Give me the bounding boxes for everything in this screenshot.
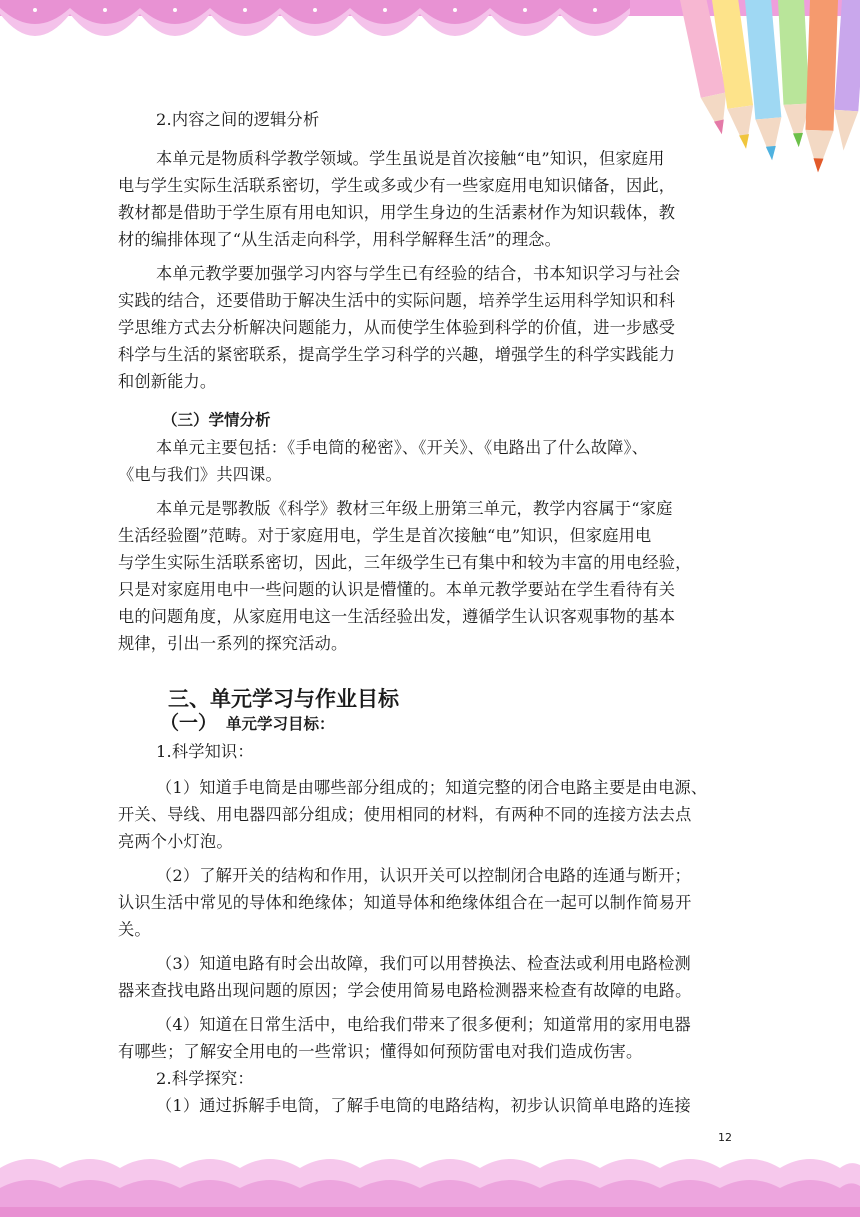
section-title-logic-analysis: 2.内容之间的逻辑分析 — [156, 110, 320, 129]
paragraph-line: （4）知道在日常生活中，电给我们带来了很多便利；知道常用的家用电器 — [156, 1015, 691, 1034]
page-number: 12 — [718, 1131, 732, 1144]
paragraph-line: 本单元是鄂教版《科学》教材三年级上册第三单元，教学内容属于“家庭 — [156, 499, 673, 518]
paragraph-line: （1）通过拆解手电筒，了解手电筒的电路结构，初步认识简单电路的连接 — [156, 1096, 691, 1115]
paragraph-line: 教材都是借助于学生原有用电知识，用学生身边的生活素材作为知识载体，教 — [118, 203, 676, 222]
paragraph-line: （3）知道电路有时会出故障，我们可以用替换法、检查法或利用电路检测 — [156, 954, 691, 973]
paragraph-line: 电与学生实际生活联系密切，学生或多或少有一些家庭用电知识储备，因此， — [118, 176, 676, 195]
section-title-learning-analysis: （三）学情分析 — [162, 411, 271, 429]
paragraph-line: 《电与我们》共四课。 — [118, 465, 282, 484]
paragraph-line: 只是对家庭用电中一些问题的认识是懵懂的。本单元教学要站在学生看待有关 — [118, 580, 676, 599]
paragraph-line: 科学与生活的紧密联系，提高学生学习科学的兴趣，增强学生的科学实践能力 — [118, 345, 676, 364]
paragraph-line: 规律，引出一系列的探究活动。 — [118, 634, 348, 653]
subsection-title: 单元学习目标： — [226, 715, 335, 733]
paragraph-line: 本单元主要包括：《手电筒的秘密》、《开关》、《电路出了什么故障》、 — [156, 438, 649, 457]
paragraph-line: 本单元是物质科学教学领域。学生虽说是首次接触“电”知识，但家庭用 — [156, 149, 665, 168]
subsection-prefix: （一） — [160, 712, 218, 734]
paragraph-line: 有哪些；了解安全用电的一些常识；懂得如何预防雷电对我们造成伤害。 — [118, 1042, 643, 1061]
paragraph-line: 学思维方式去分析解决问题能力，从而使学生体验到科学的价值，进一步感受 — [118, 318, 676, 337]
paragraph-line: 与学生实际生活联系密切，因此，三年级学生已有集中和较为丰富的用电经验， — [118, 553, 692, 572]
paragraph-line: 器来查找电路出现问题的原因；学会使用简易电路检测器来检查有故障的电路。 — [118, 981, 692, 1000]
paragraph-line: 实践的结合，还要借助于解决生活中的实际问题，培养学生运用科学知识和科 — [118, 291, 676, 310]
chapter-heading: 三、单元学习与作业目标 — [168, 687, 399, 711]
paragraph-line: 认识生活中常见的导体和绝缘体；知道导体和绝缘体组合在一起可以制作简易开 — [118, 893, 692, 912]
inquiry-title: 2.科学探究： — [156, 1069, 254, 1088]
paragraph-line: 本单元教学要加强学习内容与学生已有经验的结合，书本知识学习与社会 — [156, 264, 681, 283]
paragraph-line: 材的编排体现了“从生活走向科学，用科学解释生活”的理念。 — [118, 230, 562, 249]
paragraph-line: 亮两个小灯泡。 — [118, 832, 233, 851]
knowledge-title: 1.科学知识： — [156, 742, 254, 761]
paragraph-line: 生活经验圈”范畴。对于家庭用电，学生是首次接触“电”知识，但家庭用电 — [118, 526, 652, 545]
paragraph-line: 关。 — [118, 920, 151, 939]
paragraph-line: 开关、导线、用电器四部分组成；使用相同的材料，有两种不同的连接方法去点 — [118, 805, 692, 824]
paragraph-line: 和创新能力。 — [118, 372, 217, 391]
paragraph-line: （1）知道手电筒是由哪些部分组成的；知道完整的闭合电路主要是由电源、 — [156, 778, 708, 797]
paragraph-line: （2）了解开关的结构和作用，认识开关可以控制闭合电路的连通与断开； — [156, 866, 691, 885]
paragraph-line: 电的问题角度，从家庭用电这一生活经验出发，遵循学生认识客观事物的基本 — [118, 607, 676, 626]
